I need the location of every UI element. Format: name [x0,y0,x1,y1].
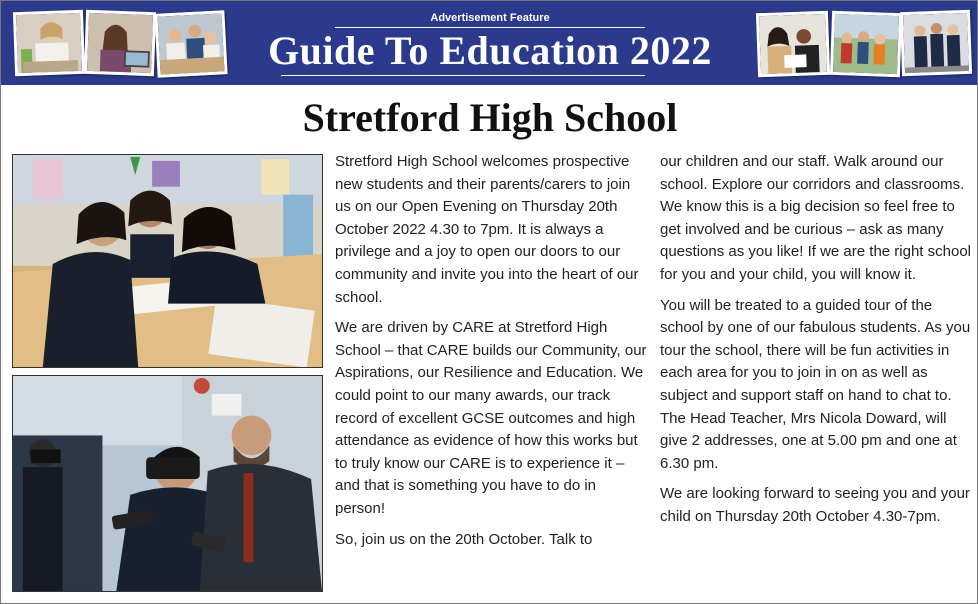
article-column-2 [660,151,972,537]
paragraph-join-us: So, join us on the 20th October. Talk to [335,530,593,548]
banner-photo-classroom [154,10,227,78]
header-banner [1,1,978,85]
paragraph-open-evening: Stretford High School welcomes prospective new students and their parents/carers to join us on our Open Evening on Thursday 20th October 2022 4.30 to 7pm. It is always a privilege and a joy to open our doors to our community and invite you into the heart of our school. [335,153,639,306]
banner-photo-student-writing [13,10,85,76]
paragraph-closing: We are looking forward to seeing you and your child on Thursday 20th October 4.30-7pm. [660,485,970,525]
paragraph-explore-school: our children and our staff. Walk around our school. Explore our corridors and classrooms. We know this is a big decision so feel free to get involved and be curious – ask as many questions as you like! If we are the right school for you and your child, you will know it. [660,153,972,283]
banner-title: Guide To Education 2022 [268,28,712,73]
article-headline: Stretford High School [302,95,678,140]
banner-rule-bottom [281,75,645,76]
photo-vr-headset-lesson [12,375,323,592]
banner-photo-uniform-students [900,10,972,76]
advertisement-label: Advertisement Feature [430,12,550,24]
banner-photo-group-outdoor [830,11,902,77]
banner-photo-tutoring [756,11,830,77]
banner-photo-girl-laptop [84,10,156,76]
paragraph-guided-tour: You will be treated to a guided tour of the school by one of our fabulous students. As you tour the school, there will be fun activities in each area for you to join in on as well as subject and support staff on hand to chat to. The Head Teacher, Mrs Nicola Doward, will give 2 addresses, one at 5.00 pm and one at 6.30 pm. [660,296,971,472]
photo-students-at-desk [12,154,323,368]
article-column-1 [335,151,647,559]
paragraph-care-values: We are driven by CARE at Stretford High School – that CARE builds our Community, our Aspirations, our Resilience and Education. We could point to our many awards, our track record of excellent GCSE outcomes and high attendance as evidence of how this works but to truly know our CARE is to experience it – and that is something you have to do in person! [335,319,647,517]
